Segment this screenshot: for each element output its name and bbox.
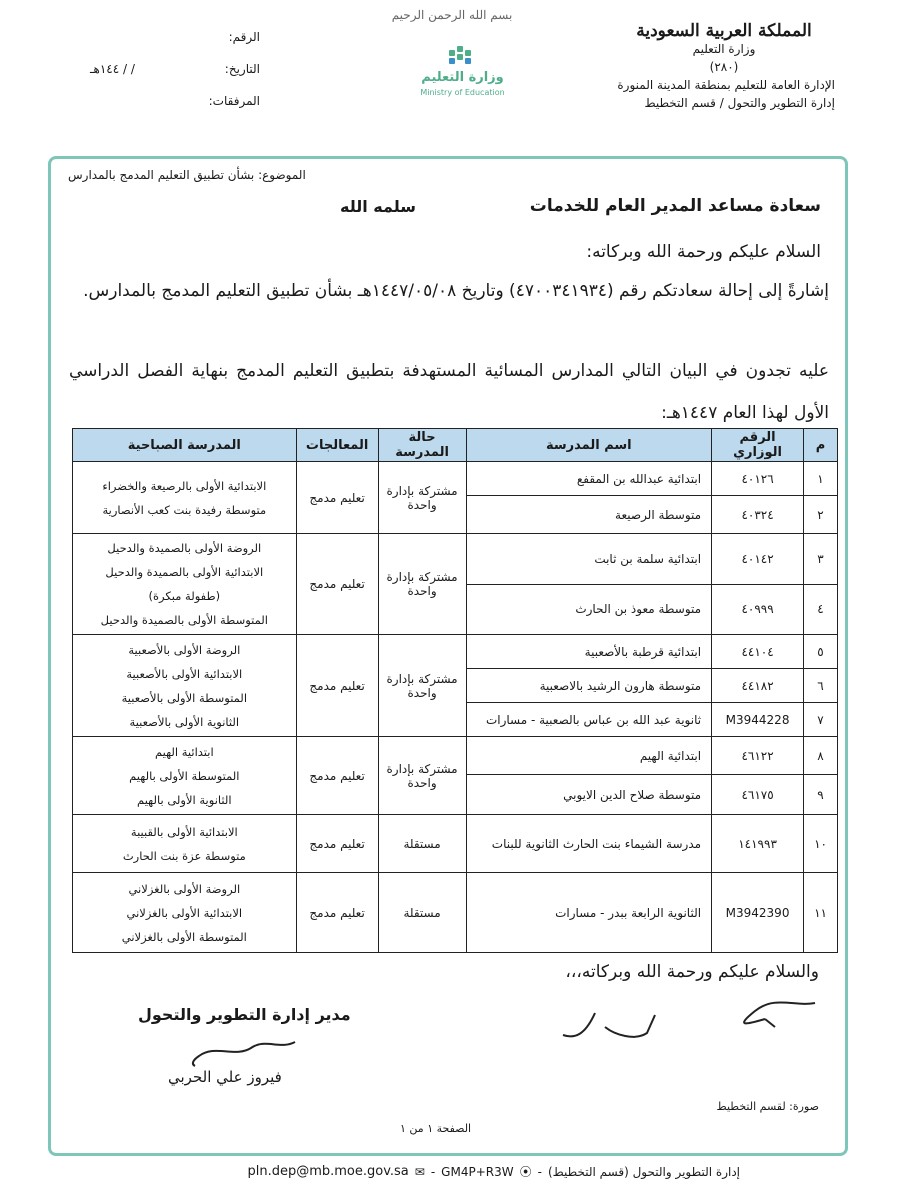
school-name: مدرسة الشيماء بنت الحارث الثانوية للبنات [466,815,712,873]
schools-table [72,428,838,953]
ministry-name: وزارة التعليم [692,42,756,56]
school-name: الثانوية الرابعة ببدر - مسارات [466,873,712,953]
row-index: ١ [804,462,838,496]
basmala: بسم الله الرحمن الرحيم [391,8,513,22]
date-value: / / ١٤٤هـ [90,62,135,76]
school-name: ابتدائية قرطبة بالأصعبية [466,635,712,669]
email-icon: ✉ [414,1164,425,1179]
ministry-number: ١٤١٩٩٣ [712,815,804,873]
letterhead [599,22,849,112]
col-header-morning-school: المدرسة الصباحية [73,429,297,462]
morning-school: المتوسطة الأولى بالأصعبية [121,690,248,705]
manager-title: مدير إدارة التطوير والتحول [138,1005,351,1024]
closing-salutation: والسلام عليكم ورحمة الله وبركاته،،، [565,962,819,982]
school-status: مستقلة [378,815,466,873]
morning-school: المتوسطة الأولى بالهيم [129,768,240,783]
department-name: إدارة التطوير والتحول / قسم التخطيط [644,96,835,110]
col-header-index: م [804,429,838,462]
ministry-number: ٤٠١٢٦ [712,462,804,496]
morning-schools [73,635,297,737]
morning-school: متوسطة عزة بنت الحارث [122,848,246,863]
attachments-value [60,94,200,126]
ministry-number: ٤٤١٨٢ [712,669,804,703]
morning-school: ابتدائية الهيم [154,744,214,759]
treatment: تعليم مدمج [296,737,378,815]
treatment: تعليم مدمج [296,873,378,953]
ministry-number: ٤٤١٠٤ [712,635,804,669]
col-header-ministry-number: الرقم الوزاري [712,429,804,462]
morning-schools [73,534,297,635]
table-row [73,635,838,669]
manager-signature [185,1030,305,1070]
school-name: ابتدائية سلمة بن ثابت [466,534,712,585]
morning-school: الثانوية الأولى بالأصعبية [129,714,240,729]
morning-schools [73,815,297,873]
ministry-number: M3942390 [712,873,804,953]
table-row [73,534,838,585]
paragraph-statement: عليه تجدون في البيان التالي المدارس المسائية المستهدفة بتطبيق التعليم المدمج بنهاية الفصل الدراسي الأول لهذا العام ١٤٤٧هـ: [69,361,829,423]
morning-school: الروضة الأولى بالأصعبية [128,642,241,657]
row-index: ١٠ [804,815,838,873]
col-header-school-name: اسم المدرسة [466,429,712,462]
table-header-row [73,429,838,462]
row-index: ٩ [804,775,838,815]
footer-separator: - [537,1164,542,1179]
morning-school: الابتدائية الأولى بالقبيبة [130,824,238,839]
initials-signature-center [555,1005,665,1050]
morning-schools [73,873,297,953]
footer [180,1163,740,1180]
morning-school: المتوسطة الأولى بالصميدة والدحيل [100,613,268,627]
ministry-number: ٤٠٣٢٤ [712,496,804,534]
school-name: متوسطة الرصيعة [466,496,712,534]
kingdom-name: المملكة العربية السعودية [636,21,812,41]
school-status: مشتركة بإدارة واحدة [378,635,466,737]
ministry-number: ٤٠٩٩٩ [712,584,804,635]
table-row [73,462,838,496]
row-index: ١١ [804,873,838,953]
footer-department: إدارة التطوير والتحول (قسم التخطيط) [547,1164,740,1179]
ministry-number: ٤٦١٢٢ [712,737,804,775]
school-name: متوسطة هارون الرشيد بالاصعبية [466,669,712,703]
treatment: تعليم مدمج [296,635,378,737]
school-name: متوسطة صلاح الدين الايوبي [466,775,712,815]
morning-school: الابتدائية الأولى بالرصيعة والخضراء [102,478,267,493]
paragraph-referral: إشارةً إلى إحالة سعادتكم رقم (٤٧٠٠٣٤١٩٣٤) وتاريخ ١٤٤٧/٠٥/٠٨هـ بشأن تطبيق التعليم المدمج بالمدارس. [83,281,829,301]
row-index: ٥ [804,635,838,669]
page-number: الصفحة ١ من ١ [400,1122,472,1135]
ministry-number: M3944228 [712,703,804,737]
manager-name: فيروز علي الحربي [168,1068,282,1086]
morning-school: الابتدائية الأولى بالصميدة والدحيل [105,565,264,579]
copy-to: صورة: لقسم التخطيط [716,1100,819,1113]
table-row [73,815,838,873]
row-index: ٨ [804,737,838,775]
school-status: مستقلة [378,873,466,953]
morning-school: الروضة الأولى بالغزلاني [128,881,241,896]
school-name: ابتدائية عبدالله بن المقفع [466,462,712,496]
number-label: الرقم: [228,30,260,44]
ministry-logo-text-ar: وزارة التعليم [421,70,504,85]
salutation: السلام عليكم ورحمة الله وبركاته: [586,242,821,262]
footer-email[interactable]: pln.dep@mb.moe.gov.sa [247,1164,409,1179]
location-code: GM4P+R3W [441,1164,514,1179]
school-status: مشتركة بإدارة واحدة [378,737,466,815]
addressee-greeting: سلمه الله [340,197,416,216]
table-row [73,873,838,953]
table-row [73,737,838,775]
school-name: متوسطة معوذ بن الحارث [466,584,712,635]
reference-block [60,30,260,126]
row-index: ٤ [804,584,838,635]
morning-school: المتوسطة الأولى بالغزلاني [121,929,247,944]
morning-school: الابتدائية الأولى بالأصعبية [126,666,243,681]
office-code: (٢٨٠) [709,60,739,74]
attachments-label: المرفقات: [208,94,260,108]
col-header-treatments: المعالجات [296,429,378,462]
date-label: التاريخ: [224,62,260,76]
initials-signature-right [735,985,825,1035]
morning-schools [73,737,297,815]
addressee: سعادة مساعد المدير العام للخدمات [529,196,821,216]
treatment: تعليم مدمج [296,815,378,873]
row-index: ٢ [804,496,838,534]
number-value [60,30,200,62]
letter-subject: الموضوع: بشأن تطبيق التعليم المدمج بالمدارس [68,168,306,182]
row-index: ٦ [804,669,838,703]
ministry-logo [405,42,520,102]
school-name: ثانوية عبد الله بن عباس بالصعبية - مسارات [466,703,712,737]
ministry-number: ٤٠١٤٢ [712,534,804,585]
treatment: تعليم مدمج [296,462,378,534]
morning-school: متوسطة رفيدة بنت كعب الأنصارية [102,502,267,517]
morning-school: الثانوية الأولى بالهيم [137,792,232,807]
school-name: ابتدائية الهيم [466,737,712,775]
treatment: تعليم مدمج [296,534,378,635]
row-index: ٣ [804,534,838,585]
morning-school: الروضة الأولى بالصميدة والدحيل [107,541,262,555]
row-index: ٧ [804,703,838,737]
footer-separator: - [430,1164,436,1179]
col-header-school-status: حالة المدرسة [378,429,466,462]
morning-school: (طفولة مبكرة) [148,589,221,603]
morning-schools [73,462,297,534]
directorate-name: الإدارة العامة للتعليم بمنطقة المدينة المنورة [617,78,835,92]
school-status: مشتركة بإدارة واحدة [378,462,466,534]
school-status: مشتركة بإدارة واحدة [378,534,466,635]
ministry-logo-text-en: Ministry of Education [420,88,505,97]
location-pin-icon: ⦿ [519,1165,532,1179]
morning-school: الابتدائية الأولى بالغزلاني [126,905,243,920]
ministry-number: ٤٦١٧٥ [712,775,804,815]
